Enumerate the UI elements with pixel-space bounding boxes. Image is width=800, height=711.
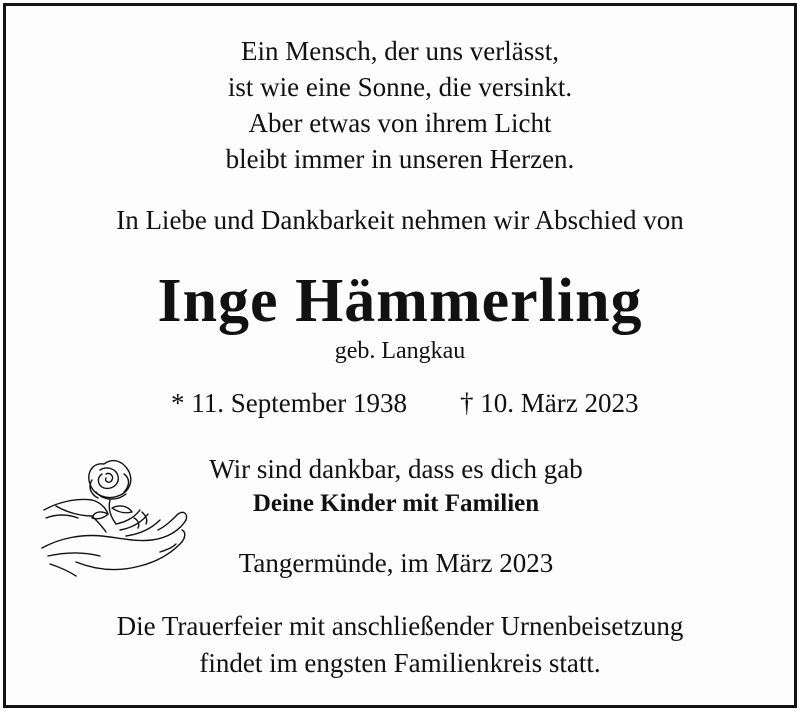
birth-name: geb. Langkau [334, 338, 466, 364]
poem-line-2: ist wie eine Sonne, die versinkt. [227, 72, 573, 102]
poem-line-1: Ein Mensch, der uns verlässt, [241, 36, 559, 66]
death-date: † 10. März 2023 [460, 388, 639, 418]
funeral-info-line-2: findet im engsten Familienkreis statt. [199, 648, 601, 678]
deceased-name: Inge Hämmerling [157, 267, 643, 335]
farewell-intro: In Liebe und Dankbarkeit nehmen wir Abschied von [116, 205, 684, 235]
poem-line-3: Aber etwas von ihrem Licht [248, 108, 552, 138]
hands-holding-rose-icon [36, 452, 196, 582]
obituary-notice [3, 3, 797, 708]
place-date: Tangermünde, im März 2023 [238, 548, 554, 578]
poem-line-4: bleibt immer in unseren Herzen. [225, 144, 575, 174]
thanks-line: Wir sind dankbar, dass es dich gab [209, 454, 583, 484]
mourners-signature: Deine Kinder mit Familien [252, 490, 540, 517]
funeral-info-line-1: Die Trauerfeier mit anschließender Urnenbeisetzung [116, 611, 684, 641]
birth-date: * 11. September 1938 [171, 388, 407, 418]
